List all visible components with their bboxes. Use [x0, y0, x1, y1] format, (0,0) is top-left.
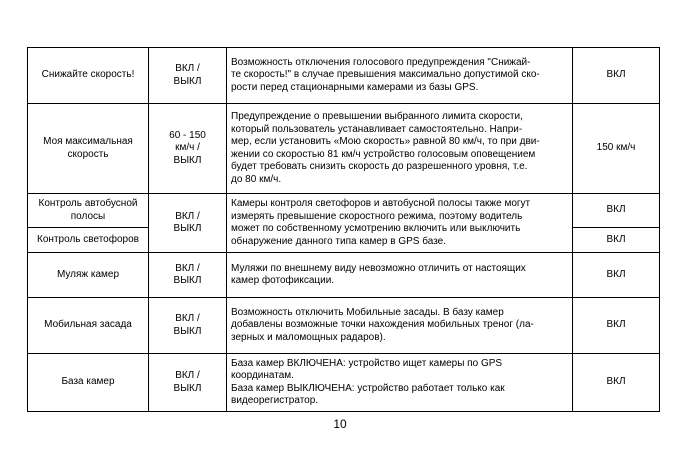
setting-default-cell: [573, 354, 660, 412]
setting-description: Возможность отключить Мобильные засады. В базу камер добавлены возможные точки нахождения мобильных треног (ла- зерных и маломощных радаров).: [231, 306, 534, 343]
table-row: [28, 253, 660, 298]
setting-name-cell: [28, 298, 149, 354]
setting-default: ВКЛ: [606, 69, 626, 81]
setting-values-cell: [149, 48, 227, 104]
setting-name-cell: [28, 354, 149, 412]
setting-values: ВКЛ / ВЫКЛ: [173, 210, 202, 234]
setting-default-cell: [573, 104, 660, 194]
setting-description: База камер ВКЛЮЧЕНА: устройство ищет камеры по GPS координатам. База камер ВЫКЛЮЧЕНА: устройство работает только как видеорегистратор.: [231, 357, 505, 406]
setting-name: Контроль автобусной полосы: [38, 198, 138, 222]
setting-description-cell: [227, 298, 573, 354]
setting-values-cell: [149, 253, 227, 298]
setting-name-cell: [28, 228, 149, 253]
table-row: [28, 298, 660, 354]
setting-description-cell: [227, 194, 573, 253]
setting-description-cell: [227, 104, 573, 194]
setting-name-cell: [28, 253, 149, 298]
table-row: [28, 48, 660, 104]
setting-default-cell: [573, 253, 660, 298]
setting-default: 150 км/ч: [596, 142, 636, 154]
setting-values-cell: [149, 194, 227, 253]
setting-values: ВКЛ / ВЫКЛ: [173, 370, 202, 394]
setting-description: Возможность отключения голосового предупреждения "Снижай- те скорость!" в случае превышения максимально допустимой ско- рости перед стационарными камерами из базы GPS.: [231, 56, 540, 93]
setting-name-cell: [28, 104, 149, 194]
setting-default: ВКЛ: [606, 376, 626, 388]
setting-default: ВКЛ: [606, 233, 626, 245]
setting-values-cell: [149, 354, 227, 412]
setting-default-cell: [573, 298, 660, 354]
table-row: [28, 194, 660, 228]
setting-default-cell: [573, 194, 660, 228]
setting-name: База камер: [61, 376, 115, 388]
setting-values: ВКЛ / ВЫКЛ: [173, 63, 202, 87]
setting-name: Мобильная засада: [44, 319, 132, 331]
setting-default: ВКЛ: [606, 204, 626, 216]
setting-name-cell: [28, 48, 149, 104]
setting-default-cell: [573, 48, 660, 104]
setting-description-cell: [227, 48, 573, 104]
setting-name: Снижайте скорость!: [41, 69, 135, 81]
page-number: 10: [333, 417, 347, 431]
table-row: [28, 104, 660, 194]
setting-description-cell: [227, 253, 573, 298]
setting-description: Камеры контроля светофоров и автобусной полосы также могут измерять превышение скоростного режима, поэтому водитель может по собственному усмотрению включить или выключить обнаружение данного типа камер в GPS базе.: [231, 198, 531, 247]
setting-description: Предупреждение о превышении выбранного лимита скорости, который пользователь устанавливает самостоятельно. Напри- мер, если установить «Мою скорость» равной 80 км/ч, то при дви- жении со скоростью 81 км/ч устройство голосовым оповещением будет требовать снизить скорость до разрешенного уровня, т.е. до 80 км/ч.: [231, 111, 540, 185]
setting-values: ВКЛ / ВЫКЛ: [173, 262, 202, 286]
setting-values-cell: [149, 104, 227, 194]
setting-values: 60 - 150 км/ч / ВЫКЛ: [169, 129, 206, 166]
setting-default: ВКЛ: [606, 268, 626, 280]
setting-default: ВКЛ: [606, 319, 626, 331]
table-row: [28, 354, 660, 412]
setting-default-cell: [573, 228, 660, 253]
setting-values-cell: [149, 298, 227, 354]
setting-values: ВКЛ / ВЫКЛ: [173, 313, 202, 337]
setting-name-cell: [28, 194, 149, 228]
setting-name: Муляж камер: [56, 268, 120, 280]
setting-description-cell: [227, 354, 573, 412]
setting-description: Муляжи по внешнему виду невозможно отличить от настоящих камер фотофиксации.: [231, 262, 526, 286]
setting-name: Моя максимальная скорость: [43, 136, 133, 160]
settings-table: [27, 47, 660, 412]
setting-name: Контроль светофоров: [37, 233, 139, 245]
